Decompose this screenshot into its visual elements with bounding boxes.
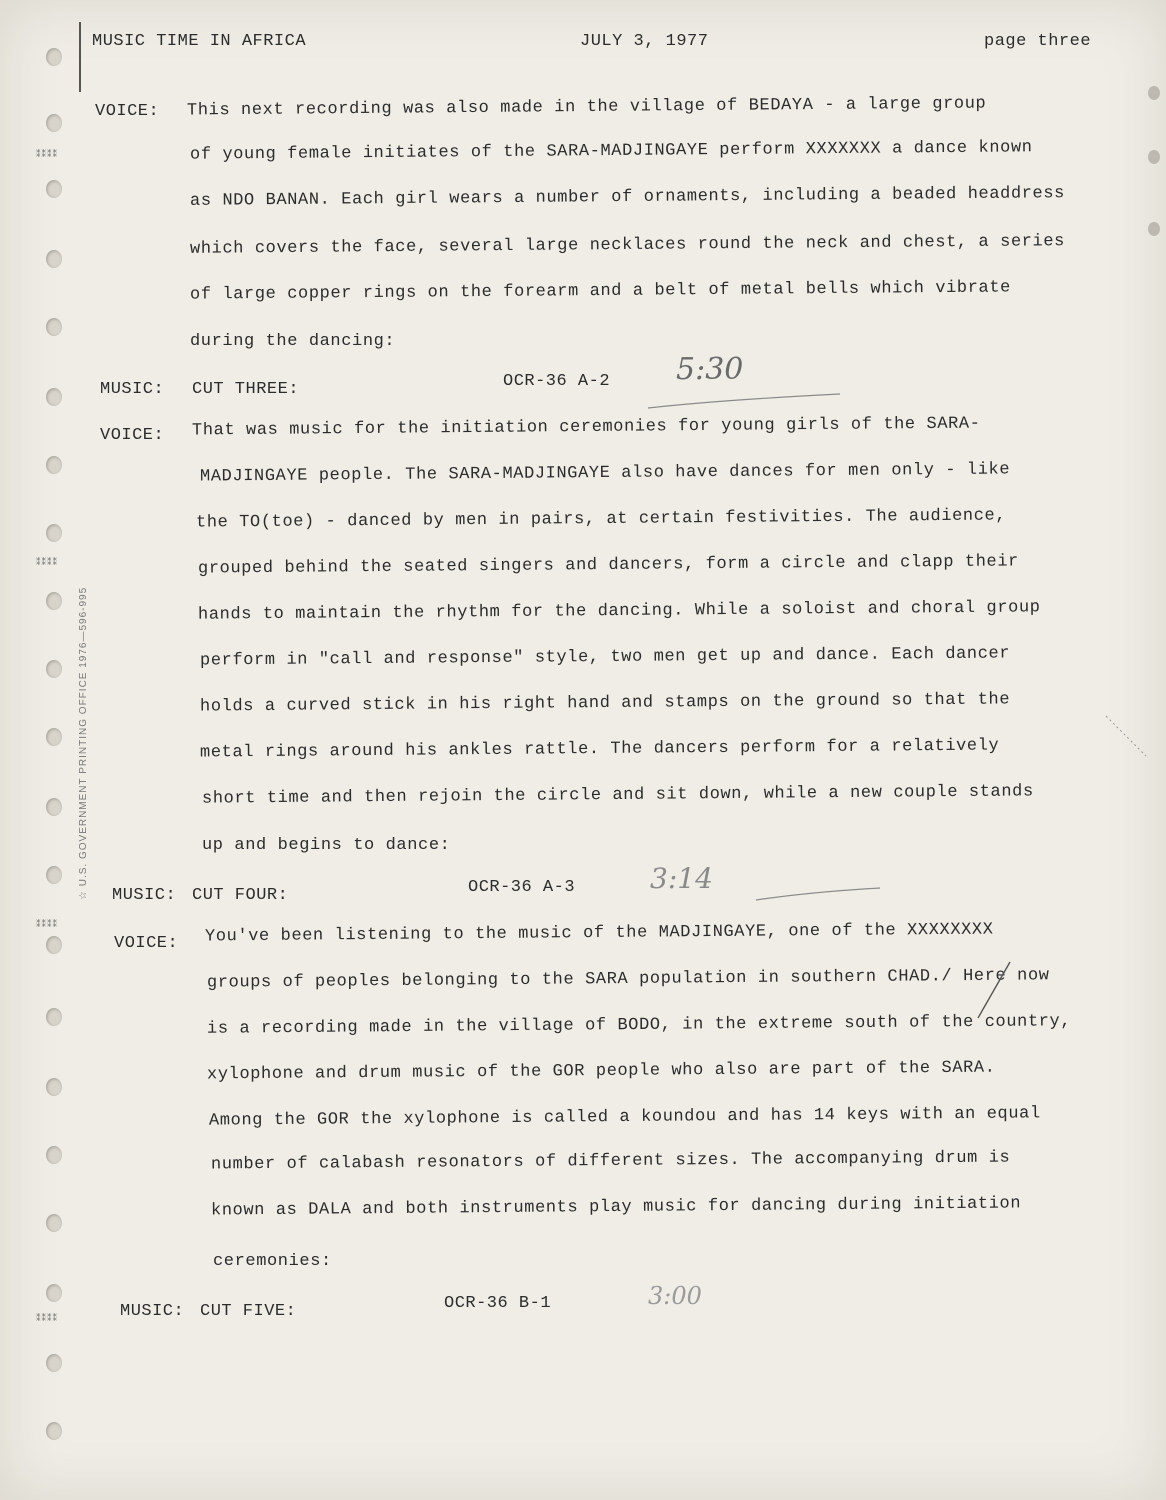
binder-hole [46, 1284, 62, 1302]
script-line: of large copper rings on the forearm and a belt of metal bells which vibrate [189, 278, 1012, 305]
script-line: Among the GOR the xylophone is called a koundou and has 14 keys with an equal [208, 1104, 1041, 1131]
script-line: known as DALA and both instruments play music for dancing during initiation [210, 1194, 1022, 1221]
binder-hole [46, 798, 62, 816]
music-label: MUSIC: [100, 380, 165, 399]
printing-office-imprint: ☆ U.S. GOVERNMENT PRINTING OFFICE 1976—596-995 [78, 586, 89, 900]
speaker-label: VOICE: [100, 426, 165, 445]
margin-marks: ⁑⁑⁑⁑ [36, 1314, 58, 1324]
pencil-curve [1106, 716, 1146, 756]
script-line: which covers the face, several large necklaces round the neck and chest, a series [189, 232, 1066, 259]
binder-hole [46, 456, 62, 474]
binder-hole [46, 180, 62, 198]
binder-hole [46, 1078, 62, 1096]
margin-marks: ⁑⁑⁑⁑ [36, 920, 58, 930]
script-line: grouped behind the seated singers and dancers, form a circle and clapp their [197, 552, 1020, 579]
script-line: xylophone and drum music of the GOR people who also are part of the SARA. [206, 1058, 996, 1085]
margin-marks: ⁑⁑⁑⁑ [36, 558, 58, 568]
script-line: as NDO BANAN. Each girl wears a number of ornaments, including a beaded headdress [189, 184, 1066, 211]
script-line: MADJINGAYE people. The SARA-MADJINGAYE also have dances for men only - like [199, 460, 1011, 487]
speaker-label: VOICE: [114, 934, 179, 953]
program-title: MUSIC TIME IN AFRICA [92, 32, 307, 51]
binder-hole [46, 866, 62, 884]
binder-hole [46, 728, 62, 746]
broadcast-date: JULY 3, 1977 [580, 32, 709, 51]
cut-name: CUT FIVE: [200, 1302, 297, 1321]
binder-hole [46, 1214, 62, 1232]
binder-hole [46, 114, 62, 132]
binder-hole [46, 592, 62, 610]
binder-hole [46, 1146, 62, 1164]
script-line: number of calabash resonators of different sizes. The accompanying drum is [210, 1148, 1011, 1175]
binder-hole [46, 1008, 62, 1026]
script-line: is a recording made in the village of BODO, in the extreme south of the country, [206, 1012, 1072, 1039]
binder-hole [46, 388, 62, 406]
binder-hole [46, 660, 62, 678]
binder-hole [46, 1422, 62, 1440]
binder-hole [46, 318, 62, 336]
script-line: metal rings around his ankles rattle. The dancers perform for a relatively [199, 736, 1000, 763]
cut-name: CUT THREE: [192, 380, 300, 399]
handwritten-duration: 5:30 [676, 352, 744, 387]
edge-mark [1148, 86, 1160, 100]
music-label: MUSIC: [120, 1302, 185, 1321]
edge-mark [1148, 222, 1160, 236]
recording-ref: OCR-36 A-2 [503, 372, 611, 391]
edge-mark [1148, 150, 1160, 164]
margin-rule [79, 22, 81, 92]
page-number: page three [984, 32, 1092, 51]
script-line: up and begins to dance: [202, 836, 451, 855]
binder-hole [46, 936, 62, 954]
handwritten-duration: 3:00 [648, 1282, 702, 1310]
margin-marks: ⁑⁑⁑⁑ [36, 150, 58, 160]
script-line: You've been listening to the music of the MADJINGAYE, one of the XXXXXXXX [204, 920, 994, 947]
script-line: This next recording was also made in the village of BEDAYA - a large group [186, 94, 987, 121]
cut-name: CUT FOUR: [192, 886, 289, 905]
recording-ref: OCR-36 B-1 [444, 1294, 552, 1313]
script-line: holds a curved stick in his right hand and stamps on the ground so that the [199, 690, 1011, 717]
script-line: hands to maintain the rhythm for the dancing. While a soloist and choral group [197, 598, 1041, 625]
script-line: That was music for the initiation ceremonies for young girls of the SARA- [191, 414, 981, 441]
binder-hole [46, 1354, 62, 1372]
speaker-label: VOICE: [95, 102, 160, 121]
pencil-underline [756, 888, 880, 900]
binder-hole [46, 524, 62, 542]
script-line: groups of peoples belonging to the SARA population in southern CHAD./ Here now [206, 966, 1050, 993]
script-line: the TO(toe) - danced by men in pairs, at certain festivities. The audience, [195, 506, 1007, 533]
pencil-underline [648, 394, 840, 408]
script-line: ceremonies: [213, 1252, 332, 1271]
script-line: short time and then rejoin the circle and sit down, while a new couple stands [201, 782, 1034, 809]
music-label: MUSIC: [112, 886, 177, 905]
recording-ref: OCR-36 A-3 [468, 878, 576, 897]
binder-hole [46, 48, 62, 66]
script-line: perform in "call and response" style, two men get up and dance. Each dancer [199, 644, 1011, 671]
script-line: during the dancing: [190, 332, 396, 351]
binder-hole [46, 250, 62, 268]
handwritten-duration: 3:14 [650, 862, 713, 895]
script-line: of young female initiates of the SARA-MADJINGAYE perform XXXXXXX a dance known [189, 138, 1033, 165]
